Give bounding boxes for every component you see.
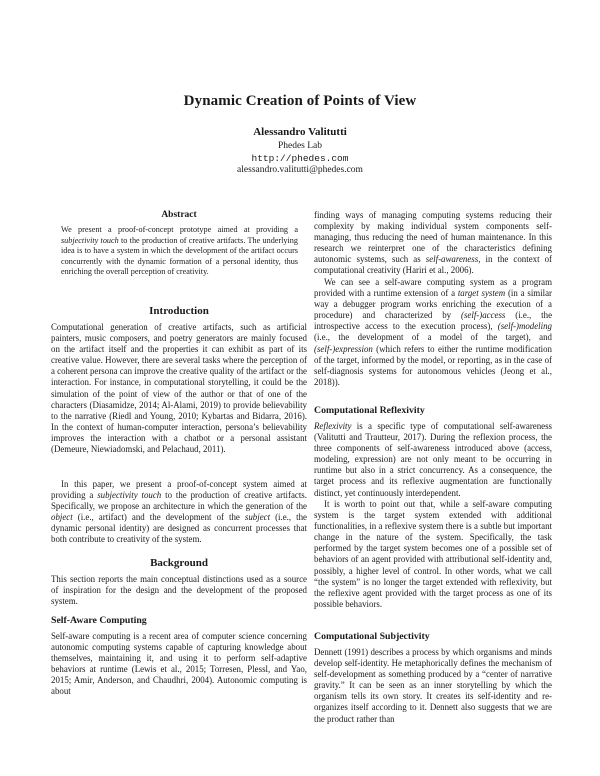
introduction-paragraph-1: Computational generation of creative artifacts, such as artificial painters, music composers, and poetry generators are mainly focused on the artifact itself and the properties it can exhibit as part of its creative value. However, there are several tasks where the perception of a coherent persona can improve the creative quality of the artifact or the interaction. For instance, in computational storytelling, it could be the simulation of the point of view of the author or that of one of the characters (Diasamidze, 2014; Al-Alami, 2019) to provide believability to the narrative (Riedl and Young, 2010; Kybartas and Bidarra, 2016). In the context of human-computer interaction, persona’s believability improves the interaction with a chatbot or a personal assistant (Demeure, Niewiadomski, and Pelachaud, 2011).: [51, 322, 307, 455]
paper-title: Dynamic Creation of Points of View: [183, 93, 417, 109]
subjectivity-heading: Computational Subjectivity: [314, 631, 430, 642]
introduction-paragraph-2: In this paper, we present a proof-of-concept system aimed at providing a subjectivity touch to the production of creative artifacts. Specifically, we propose an architecture in which the generation of the object (i.e., artifact) and the development of the subject (i.e., the dynamic personal identity) are designed as concurrent processes that both contribute to creativity of the system.: [51, 479, 307, 545]
self-aware-paragraph-1-continued: finding ways of managing computing systems reducing their complexity by making individual system components self-managing, thus reducing the need of human maintenance. In this research we reinterpret one of the characteristics defining autonomic systems, such as self-awareness, in the context of computational creativity (Hariri et al., 2006).: [314, 210, 553, 276]
abstract-text: We present a proof-of-concept prototype aimed at providing a subjectivity touch to the production of creative artifacts. The underlying idea is to have a system in which the development of the artifact occurs concurrently with the dynamic formation of a personal identity, thus enriching the overall perception of creativity.: [61, 225, 298, 277]
author-affiliation: Phedes Lab: [277, 141, 323, 151]
self-aware-paragraph-2: We can see a self-aware computing system as a program provided with a runtime extension of a target system (in a similar way a debugger program works enriching the execution of a procedure) and characterized by (self-)access (i.e., the introspective access to the execution process), (self-)modeling (i.e., the development of a model of the target), and (self-)expression (which refers to either the runtime modification of the target, informed by the model, or reporting, as in the case of self-diagnosis systems for autonomous vehicles (Jeong et al., 2018)).: [314, 277, 553, 387]
subjectivity-paragraph-1: Dennett (1991) describes a process by which organisms and minds develop self-identity. He metaphorically defines the mechanism of self-development as something produced by a “center of narrative gravity.” It can be seen as an inner storytelling by which the organism tells its own story. It creates its self-identity and re-organizes itself according to it. Dennett also suggests that we are the product rather than: [314, 647, 552, 724]
reflexivity-heading: Computational Reflexivity: [314, 405, 425, 416]
author-url[interactable]: http://phedes.com: [251, 153, 349, 164]
author-name: Alessandro Valitutti: [253, 126, 347, 138]
author-email[interactable]: alessandro.valitutti@phedes.com: [237, 165, 363, 175]
self-aware-heading: Self-Aware Computing: [51, 615, 147, 626]
reflexivity-paragraph-1: Reflexivity is a specific type of computational self-awareness (Valitutti and Trautteur, 2017). During the reflexion process, the three components of self-awareness introduced above (access, modeling, expression) are not only meant to be occurring in runtime but also in a strict concurrency. As a consequence, the target process and its reflexive augmentation are functionally distinct, yet continuously interdependent.: [314, 421, 552, 498]
background-paragraph: This section reports the main conceptual distinctions used as a source of inspiration for the design and the development of the proposed system.: [51, 574, 307, 607]
self-aware-paragraph-1: Self-aware computing is a recent area of computer science concerning autonomic computing systems capable of capturing knowledge about themselves, maintaining it, and using it to perform self-adaptive behaviors at runtime (Lewis et al., 2015; Torresen, Plessl, and Yao, 2015; Amir, Anderson, and Chaudhri, 2004). Autonomic computing is about: [51, 631, 307, 697]
abstract-heading: Abstract: [161, 210, 197, 220]
introduction-heading: Introduction: [149, 305, 209, 317]
background-heading: Background: [150, 557, 208, 569]
reflexivity-paragraph-2: It is worth to point out that, while a self-aware computing system is the target system extended with additional functionalities, in a reflexive system there is a subtle but important change in the nature of the system. Specifically, the task performed by the target system becomes one of a possible set of behaviors of an agent provided with attributional self-identity and, possibly, a higher level of control. In other words, what we call “the system” is no longer the target extended with reflexivity, but the reflexive agent provided with the target process as one of its possible behaviors.: [314, 499, 552, 609]
